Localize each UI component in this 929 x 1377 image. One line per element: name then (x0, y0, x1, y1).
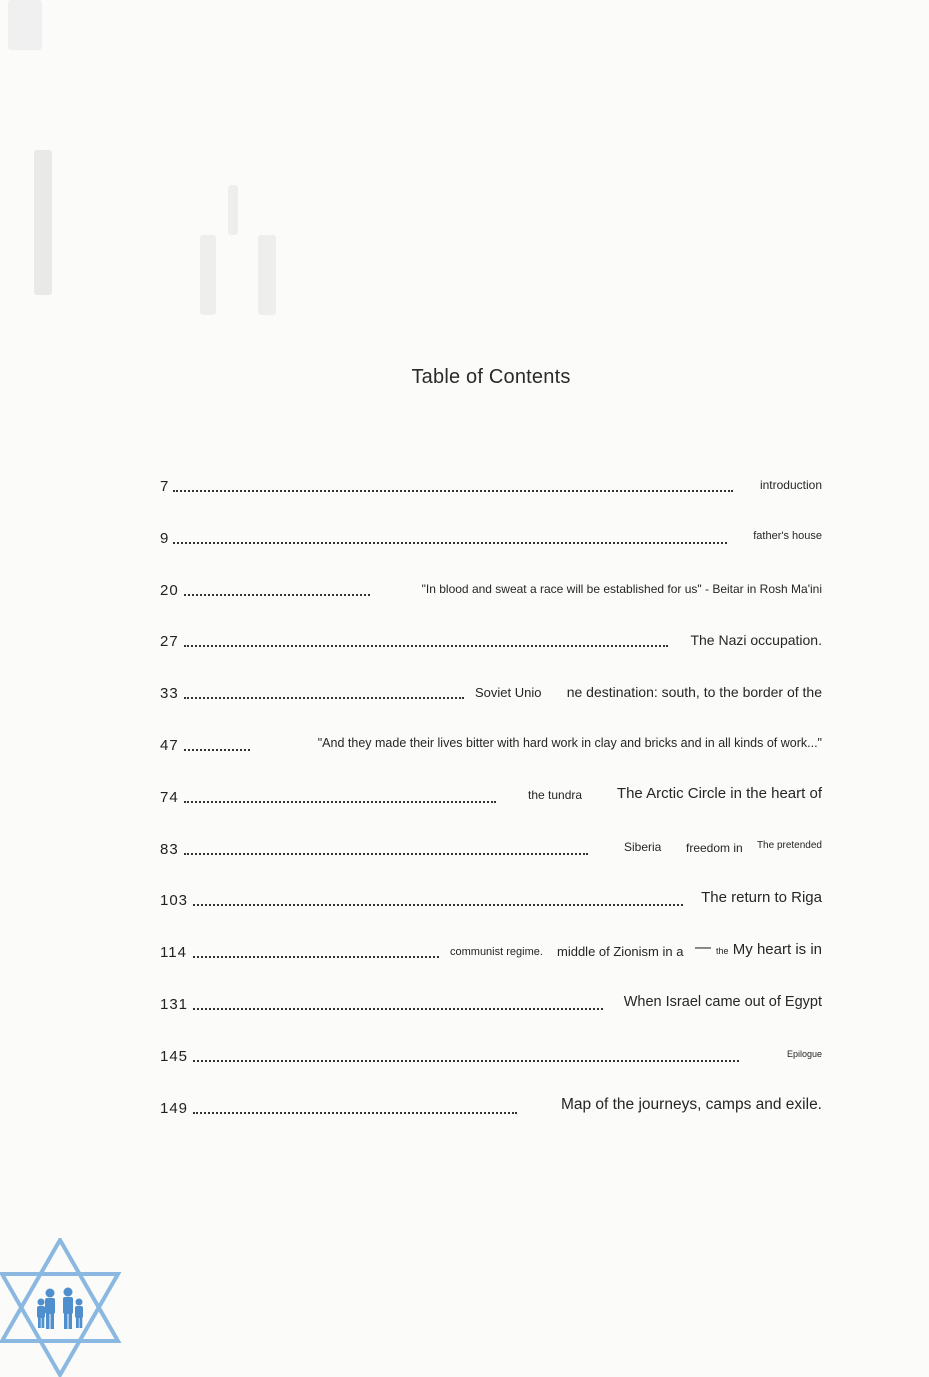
page-number: 74 (160, 788, 179, 806)
scan-smudge (228, 185, 238, 235)
entry-title-part: Siberia (624, 839, 662, 854)
scan-smudge (34, 150, 52, 295)
leader-dots (184, 853, 588, 855)
scan-smudge (8, 0, 42, 50)
entry-title: The return to Riga (701, 889, 822, 907)
entry-title-part: communist regime. (450, 946, 543, 959)
leader-dots (173, 542, 727, 544)
toc-entry (160, 1094, 822, 1146)
toc-entry (160, 783, 822, 835)
entry-title-part: the tundra (528, 787, 583, 802)
table-of-contents (160, 472, 822, 1145)
toc-entry (160, 886, 822, 938)
entry-title-part: ne destination: south, to the border of the (566, 684, 822, 701)
toc-entry (160, 627, 822, 679)
page-number: 103 (160, 892, 189, 910)
page-number: 114 (160, 944, 187, 962)
entry-title: "In blood and sweat a race will be established for us" - Beitar in Rosh Ma'ini (421, 581, 822, 596)
page-number: 20 (160, 581, 179, 599)
leader-dots (193, 1112, 517, 1114)
entry-title-part: The pretended (756, 839, 822, 851)
toc-entry (160, 679, 822, 731)
page-number: 131 (160, 995, 189, 1013)
em-dash: — (695, 939, 711, 957)
toc-entry (160, 731, 822, 783)
toc-entry (160, 938, 822, 990)
toc-entry (160, 472, 822, 524)
entry-title: father's house (753, 529, 822, 542)
leader-dots (193, 1060, 739, 1062)
entry-title: Map of the journeys, camps and exile. (560, 1095, 822, 1113)
toc-entry (160, 524, 822, 576)
toc-entry (160, 990, 822, 1042)
toc-entry (160, 576, 822, 628)
leader-dots (184, 645, 668, 647)
entry-title: "And they made their lives bitter with hard work in clay and bricks and in all kinds of work..." (317, 735, 822, 750)
page-number: 145 (160, 1047, 189, 1065)
page-number: 33 (160, 685, 179, 703)
page-number: 7 (160, 478, 170, 495)
page-number: 83 (160, 840, 179, 858)
leader-dots (184, 697, 464, 699)
leader-dots (184, 749, 250, 751)
star-of-david-family-logo (0, 1238, 122, 1377)
entry-title: Epilogue (786, 1048, 822, 1059)
scan-smudge (200, 235, 216, 315)
entry-title: When Israel came out of Egypt (623, 993, 822, 1010)
entry-title-part: My heart is in (732, 941, 822, 959)
leader-dots (193, 904, 683, 906)
entry-title-part: middle of Zionism in a (557, 944, 684, 960)
entry-title: introduction (759, 478, 822, 492)
page-number: 47 (160, 736, 179, 754)
toc-entry (160, 1042, 822, 1094)
toc-entry (160, 835, 822, 887)
page-title: Table of Contents (411, 366, 571, 388)
leader-dots (184, 801, 496, 803)
entry-title-part: The Arctic Circle in the heart of (616, 784, 822, 802)
leader-dots (193, 956, 439, 958)
page-number: 149 (160, 1099, 189, 1117)
entry-title-part: freedom in (686, 840, 743, 855)
scan-smudge (258, 235, 276, 315)
entry-title-part: Soviet Unio (475, 685, 542, 701)
page-number: 9 (160, 529, 170, 547)
leader-dots (184, 594, 370, 596)
entry-title: The Nazi occupation. (690, 632, 822, 649)
entry-title-part: the (716, 946, 729, 957)
leader-dots (173, 490, 733, 492)
page-number: 27 (160, 633, 179, 651)
leader-dots (193, 1008, 603, 1010)
